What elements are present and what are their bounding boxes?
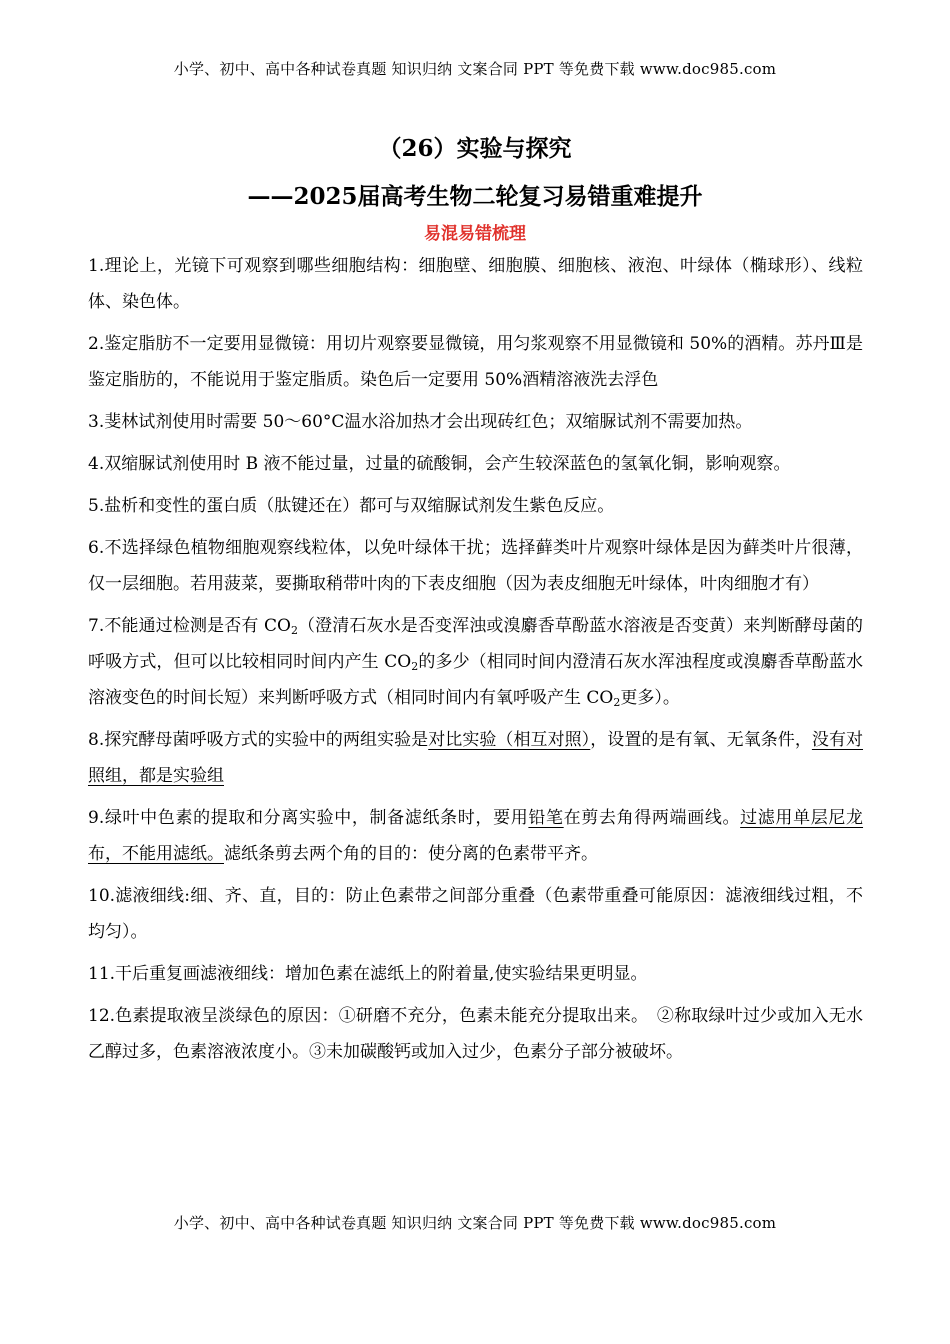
note-item-7 — [88, 608, 863, 716]
note-9-part-c: 滤纸条剪去两个角的目的：使分离的色素带平齐。 — [224, 844, 598, 864]
page-subtitle: ——2025届高考生物二轮复习易错重难提升 — [247, 183, 703, 210]
note-8-part-a: 8.探究酵母菌呼吸方式的实验中的两组实验是 — [88, 730, 429, 750]
note-9-part-a: 9.绿叶中色素的提取和分离实验中，制备滤纸条时，要用 — [88, 808, 529, 828]
note-7-part-a: 7.不能通过检测是否有 CO — [88, 616, 291, 636]
note-9-underline-2: 过滤用单层尼龙布，不能用滤纸。 — [88, 808, 864, 864]
note-item-12: 12.色素提取液呈淡绿色的原因：①研磨不充分，色素未能充分提取出来。 ②称取绿叶过少或加入无水乙醇过多，色素溶液浓度小。③未加碳酸钙或加入过少，色素分子部分被破坏。 — [88, 1006, 863, 1062]
note-7-part-c: 的多少（相同时间内澄清石灰水浑浊程度或溴麝香草酚蓝水溶液变色的时间长短）来判断呼吸方式（相同时间内有氧呼吸产生 CO — [88, 652, 863, 708]
note-list — [88, 248, 863, 1076]
footer-banner: 小学、初中、高中各种试卷真题 知识归纳 文案合同 PPT 等免费下载 www.doc985.com — [173, 1214, 777, 1232]
note-item-8 — [88, 722, 863, 794]
page-title: （26）实验与探究 — [378, 135, 572, 162]
note-7-part-b: （澄清石灰水是否变浑浊或溴麝香草酚蓝水溶液是否变黄）来判断酵母菌的呼吸方式，但可以比较相同时间内产生 CO — [88, 616, 864, 672]
note-8-part-b: ，设置的是有氧、无氧条件， — [590, 730, 812, 750]
header-banner: 小学、初中、高中各种试卷真题 知识归纳 文案合同 PPT 等免费下载 www.doc985.com — [173, 60, 777, 78]
note-item-4: 4.双缩脲试剂使用时 B 液不能过量，过量的硫酸铜，会产生较深蓝色的氢氧化铜，影响观察。 — [88, 454, 791, 474]
note-9-part-b: 在剪去角得两端画线。 — [563, 808, 741, 828]
note-item-6: 6.不选择绿色植物细胞观察线粒体，以免叶绿体干扰；选择藓类叶片观察叶绿体是因为藓类叶片很薄，仅一层细胞。若用菠菜，要撕取稍带叶肉的下表皮细胞（因为表皮细胞无叶绿体，叶肉细胞才有） — [88, 538, 863, 594]
note-item-3: 3.斐林试剂使用时需要 50～60°C温水浴加热才会出现砖红色；双缩脲试剂不需要加热。 — [88, 412, 753, 432]
co2-subscript: 2 — [290, 624, 298, 637]
co2-subscript: 2 — [411, 660, 419, 673]
note-item-1: 1.理论上，光镜下可观察到哪些细胞结构：细胞壁、细胞膜、细胞核、液泡、叶绿体（椭球形）、线粒体、染色体。 — [88, 256, 863, 312]
note-8-underline-1: 对比实验（相互对照） — [428, 730, 591, 750]
note-item-9 — [88, 800, 863, 872]
section-heading: 易混易错梳理 — [424, 224, 526, 244]
co2-subscript: 2 — [613, 696, 621, 709]
note-item-11: 11.干后重复画滤液细线：增加色素在滤纸上的附着量,使实验结果更明显。 — [88, 964, 648, 984]
note-item-5: 5.盐析和变性的蛋白质（肽键还在）都可与双缩脲试剂发生紫色反应。 — [88, 496, 615, 516]
note-7-part-d: 更多）。 — [620, 688, 680, 708]
note-8-underline-2: 没有对照组，都是实验组 — [88, 730, 864, 786]
note-9-underline-1: 铅笔 — [528, 808, 564, 828]
note-item-2: 2.鉴定脂肪不一定要用显微镜：用切片观察要显微镜，用匀浆观察不用显微镜和 50%的酒精。苏丹Ⅲ是鉴定脂肪的，不能说用于鉴定脂质。染色后一定要用 50%酒精溶液洗去浮色 — [88, 334, 863, 390]
note-item-10: 10.滤液细线:细、齐、直，目的：防止色素带之间部分重叠（色素带重叠可能原因：滤液细线过粗，不均匀）。 — [88, 886, 863, 942]
